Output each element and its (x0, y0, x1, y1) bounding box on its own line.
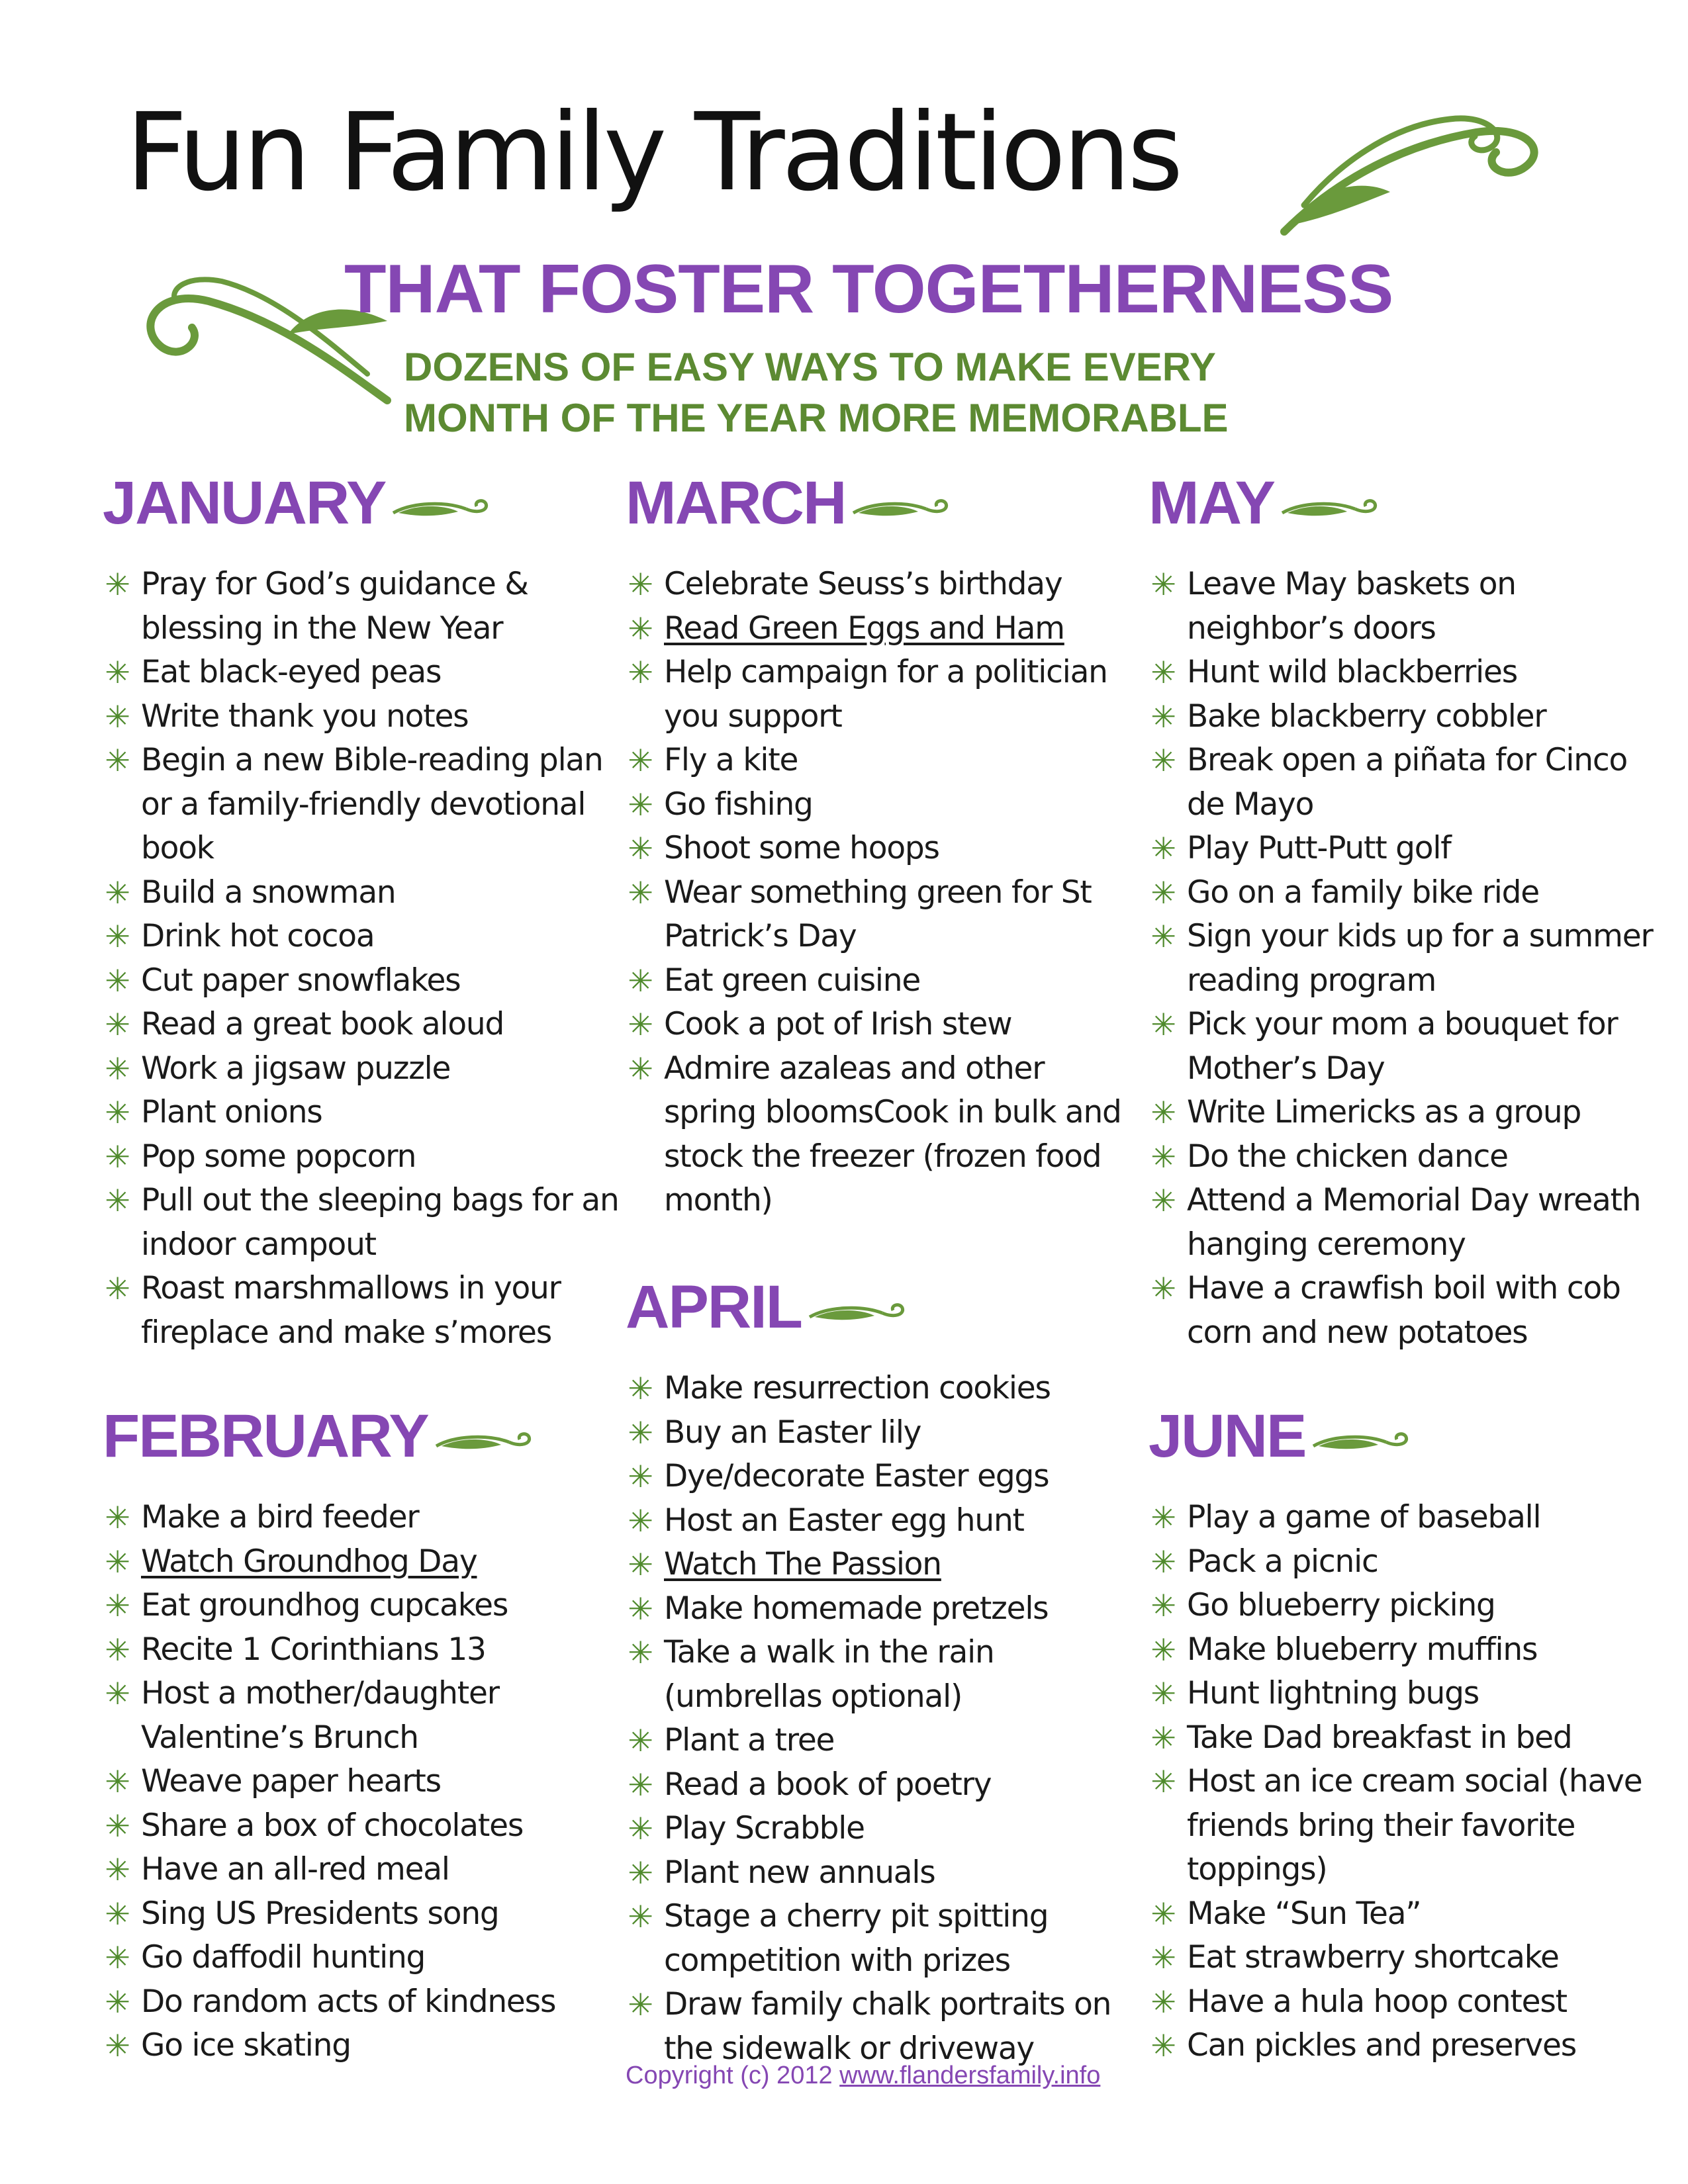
asterisk-bullet-icon: ✳ (628, 786, 653, 823)
asterisk-bullet-icon: ✳ (105, 698, 130, 735)
list-item: ✳ Celebrate Seuss’s birthday (626, 563, 1142, 607)
list-item: ✳ Plant a tree (626, 1719, 1142, 1763)
asterisk-bullet-icon: ✳ (105, 1138, 130, 1175)
list-item: ✳ Do random acts of kindness (103, 1980, 632, 2025)
list-item: ✳ Fly a kite (626, 739, 1142, 783)
page-title: Fun Family Traditions (126, 91, 1180, 215)
asterisk-bullet-icon: ✳ (1150, 567, 1176, 602)
asterisk-bullet-icon: ✳ (105, 567, 130, 602)
asterisk-bullet-icon: ✳ (628, 1502, 653, 1539)
section-june (1149, 1403, 1671, 2068)
list-item: ✳ Go fishing (626, 783, 1142, 827)
asterisk-bullet-icon: ✳ (628, 1590, 653, 1627)
month-heading-january: JANUARY (103, 469, 386, 537)
asterisk-bullet-icon: ✳ (628, 1635, 653, 1670)
asterisk-bullet-icon: ✳ (628, 655, 653, 690)
asterisk-bullet-icon: ✳ (105, 1095, 130, 1130)
list-item: ✳ Make blueberry muffins (1149, 1628, 1671, 1672)
list-item: ✳ Admire azaleas and other spring bloomsCook in bulk and stock the freezer (frozen food month) (626, 1047, 1142, 1223)
asterisk-bullet-icon: ✳ (1150, 1138, 1176, 1175)
asterisk-bullet-icon: ✳ (628, 1899, 653, 1934)
list-item: ✳ Buy an Easter lily (626, 1411, 1142, 1455)
list-item: ✳ Pray for God’s guidance & blessing in the New Year (103, 563, 632, 651)
list-item: ✳ Go ice skating (103, 2024, 632, 2068)
month-heading-march: MARCH (626, 469, 846, 537)
list-item: ✳ Sign your kids up for a summer reading program (1149, 915, 1671, 1003)
list-item: ✳ Sing US Presidents song (103, 1892, 632, 1936)
asterisk-bullet-icon: ✳ (1150, 1719, 1176, 1756)
copyright-notice (626, 2062, 1100, 2090)
list-item: ✳ Break open a piñata for Cinco de Mayo (1149, 739, 1671, 827)
list-item: ✳ Read a book of poetry (626, 1763, 1142, 1807)
asterisk-bullet-icon: ✳ (105, 1543, 130, 1580)
asterisk-bullet-icon: ✳ (105, 1631, 130, 1668)
list-item: ✳ Eat strawberry shortcake (1149, 1936, 1671, 1980)
list-item: ✳ Bake blackberry cobbler (1149, 695, 1671, 739)
list-item: ✳ Host a mother/daughter Valentine’s Brunch (103, 1672, 632, 1760)
list-item: ✳ Read Green Eggs and Ham (626, 607, 1142, 651)
list-item: ✳ Plant new annuals (626, 1851, 1142, 1895)
asterisk-bullet-icon: ✳ (105, 919, 130, 954)
list-item: ✳ Shoot some hoops (626, 827, 1142, 871)
leaf-swirl-icon (392, 493, 491, 526)
asterisk-bullet-icon: ✳ (1150, 919, 1176, 954)
list-item: ✳ Cut paper snowflakes (103, 959, 632, 1003)
list-item: ✳ Can pickles and preserves (1149, 2024, 1671, 2068)
asterisk-bullet-icon: ✳ (628, 1854, 653, 1891)
list-item: ✳ Cook a pot of Irish stew (626, 1003, 1142, 1047)
asterisk-bullet-icon: ✳ (105, 1271, 130, 1306)
list-march (626, 563, 1142, 1223)
asterisk-bullet-icon: ✳ (628, 1050, 653, 1087)
list-item: ✳ Pull out the sleeping bags for an indoor campout (103, 1179, 632, 1267)
asterisk-bullet-icon: ✳ (628, 1414, 653, 1451)
asterisk-bullet-icon: ✳ (105, 1983, 130, 2020)
copyright-text: Copyright (c) 2012 (626, 2062, 833, 2089)
list-item: ✳ Take a walk in the rain (umbrellas optional) (626, 1631, 1142, 1719)
top-right-swirl-icon (1278, 106, 1556, 238)
list-item: ✳ Go on a family bike ride (1149, 871, 1671, 915)
list-item: ✳ Plant onions (103, 1091, 632, 1135)
asterisk-bullet-icon: ✳ (105, 874, 130, 911)
asterisk-bullet-icon: ✳ (105, 1007, 130, 1042)
list-item: ✳ Make homemade pretzels (626, 1587, 1142, 1631)
asterisk-bullet-icon: ✳ (105, 962, 130, 999)
list-item: ✳ Attend a Memorial Day wreath hanging ceremony (1149, 1179, 1671, 1267)
asterisk-bullet-icon: ✳ (105, 1588, 130, 1623)
asterisk-bullet-icon: ✳ (628, 1547, 653, 1582)
asterisk-bullet-icon: ✳ (1150, 1895, 1176, 1932)
asterisk-bullet-icon: ✳ (1150, 1095, 1176, 1130)
subtitle: THAT FOSTER TOGETHERNESS (344, 251, 1393, 328)
asterisk-bullet-icon: ✳ (105, 2028, 130, 2064)
asterisk-bullet-icon: ✳ (1150, 1631, 1176, 1668)
asterisk-bullet-icon: ✳ (628, 1459, 653, 1494)
asterisk-bullet-icon: ✳ (1150, 1588, 1176, 1623)
list-item: ✳ Go blueberry picking (1149, 1584, 1671, 1628)
tagline-line-2: MONTH OF THE YEAR MORE MEMORABLE (404, 396, 1229, 440)
asterisk-bullet-icon: ✳ (1150, 874, 1176, 911)
asterisk-bullet-icon: ✳ (628, 567, 653, 602)
list-item: ✳ Dye/decorate Easter eggs (626, 1455, 1142, 1499)
asterisk-bullet-icon: ✳ (628, 1987, 653, 2023)
asterisk-bullet-icon: ✳ (628, 743, 653, 778)
asterisk-bullet-icon: ✳ (105, 1500, 130, 1535)
leaf-swirl-icon (435, 1426, 534, 1459)
asterisk-bullet-icon: ✳ (1150, 2028, 1176, 2064)
list-item: ✳ Pick your mom a bouquet for Mother’s Day (1149, 1003, 1671, 1091)
asterisk-bullet-icon: ✳ (105, 1807, 130, 1844)
list-item: ✳ Eat groundhog cupcakes (103, 1584, 632, 1628)
list-item: ✳ Eat black-eyed peas (103, 651, 632, 695)
list-february (103, 1496, 632, 2068)
list-item: ✳ Share a box of chocolates (103, 1804, 632, 1848)
asterisk-bullet-icon: ✳ (628, 1766, 653, 1803)
list-item: ✳ Roast marshmallows in your fireplace and make s’mores (103, 1267, 632, 1355)
asterisk-bullet-icon: ✳ (105, 743, 130, 778)
list-item: ✳ Pack a picnic (1149, 1540, 1671, 1584)
list-item: ✳ Hunt wild blackberries (1149, 651, 1671, 695)
asterisk-bullet-icon: ✳ (628, 1371, 653, 1406)
list-item: ✳ Watch Groundhog Day (103, 1540, 632, 1584)
leaf-swirl-icon (808, 1297, 908, 1330)
list-item: ✳ Draw family chalk portraits on the sidewalk or driveway (626, 1983, 1142, 2071)
list-item: ✳ Recite 1 Corinthians 13 (103, 1628, 632, 1672)
asterisk-bullet-icon: ✳ (628, 831, 653, 866)
asterisk-bullet-icon: ✳ (1150, 1271, 1176, 1306)
list-item: ✳ Stage a cherry pit spitting competition with prizes (626, 1895, 1142, 1983)
asterisk-bullet-icon: ✳ (105, 1895, 130, 1932)
list-may (1149, 563, 1671, 1355)
asterisk-bullet-icon: ✳ (1150, 1007, 1176, 1042)
asterisk-bullet-icon: ✳ (628, 874, 653, 911)
leaf-swirl-icon (1281, 493, 1380, 526)
list-item: ✳ Host an ice cream social (have friends bring their favorite toppings) (1149, 1760, 1671, 1892)
list-item: ✳ Play Scrabble (626, 1807, 1142, 1851)
list-item: ✳ Build a snowman (103, 871, 632, 915)
asterisk-bullet-icon: ✳ (628, 1723, 653, 1758)
asterisk-bullet-icon: ✳ (1150, 1676, 1176, 1711)
month-heading-february: FEBRUARY (103, 1402, 428, 1470)
list-item: ✳ Do the chicken dance (1149, 1135, 1671, 1179)
list-item: ✳ Weave paper hearts (103, 1760, 632, 1804)
list-item: ✳ Go daffodil hunting (103, 1936, 632, 1980)
asterisk-bullet-icon: ✳ (105, 1050, 130, 1087)
asterisk-bullet-icon: ✳ (1150, 1764, 1176, 1799)
list-item: ✳ Work a jigsaw puzzle (103, 1047, 632, 1091)
asterisk-bullet-icon: ✳ (628, 1811, 653, 1846)
asterisk-bullet-icon: ✳ (1150, 743, 1176, 778)
list-item: ✳ Begin a new Bible-reading plan or a family-friendly devotional book (103, 739, 632, 871)
asterisk-bullet-icon: ✳ (1150, 655, 1176, 690)
list-item: ✳ Write Limericks as a group (1149, 1091, 1671, 1135)
asterisk-bullet-icon: ✳ (1150, 1500, 1176, 1535)
asterisk-bullet-icon: ✳ (105, 1940, 130, 1976)
list-june (1149, 1496, 1671, 2068)
asterisk-bullet-icon: ✳ (105, 1764, 130, 1799)
list-item: ✳ Wear something green for St Patrick’s Day (626, 871, 1142, 959)
month-heading-may: MAY (1149, 469, 1274, 537)
list-item: ✳ Make a bird feeder (103, 1496, 632, 1540)
section-january (103, 470, 632, 1355)
month-heading-april: APRIL (626, 1273, 802, 1341)
section-march (626, 470, 1142, 1223)
list-item: ✳ Read a great book aloud (103, 1003, 632, 1047)
list-item: ✳ Drink hot cocoa (103, 915, 632, 959)
list-item: ✳ Pop some popcorn (103, 1135, 632, 1179)
list-item: ✳ Take Dad breakfast in bed (1149, 1716, 1671, 1760)
list-january (103, 563, 632, 1355)
list-item: ✳ Eat green cuisine (626, 959, 1142, 1003)
list-item: ✳ Watch The Passion (626, 1543, 1142, 1587)
list-item: ✳ Write thank you notes (103, 695, 632, 739)
asterisk-bullet-icon: ✳ (105, 1676, 130, 1711)
asterisk-bullet-icon: ✳ (105, 1852, 130, 1888)
asterisk-bullet-icon: ✳ (628, 610, 653, 647)
list-item: ✳ Have a hula hoop contest (1149, 1980, 1671, 2025)
section-may (1149, 470, 1671, 1355)
website-link[interactable]: www.flandersfamily.info (839, 2062, 1101, 2089)
list-item: ✳ Play a game of baseball (1149, 1496, 1671, 1540)
list-item: ✳ Make resurrection cookies (626, 1367, 1142, 1411)
asterisk-bullet-icon: ✳ (1150, 1183, 1176, 1218)
asterisk-bullet-icon: ✳ (1150, 698, 1176, 735)
asterisk-bullet-icon: ✳ (1150, 1940, 1176, 1976)
list-item: ✳ Hunt lightning bugs (1149, 1672, 1671, 1716)
list-item: ✳ Help campaign for a politician you support (626, 651, 1142, 739)
list-item: ✳ Make “Sun Tea” (1149, 1892, 1671, 1936)
tagline-line-1: DOZENS OF EASY WAYS TO MAKE EVERY (404, 345, 1216, 389)
leaf-swirl-icon (1312, 1426, 1411, 1459)
asterisk-bullet-icon: ✳ (628, 1007, 653, 1042)
asterisk-bullet-icon: ✳ (628, 962, 653, 999)
list-item: ✳ Play Putt-Putt golf (1149, 827, 1671, 871)
list-item: ✳ Have a crawfish boil with cob corn and new potatoes (1149, 1267, 1671, 1355)
asterisk-bullet-icon: ✳ (105, 1183, 130, 1218)
asterisk-bullet-icon: ✳ (105, 655, 130, 690)
list-item: ✳ Have an all-red meal (103, 1848, 632, 1892)
list-item: ✳ Host an Easter egg hunt (626, 1499, 1142, 1543)
list-april (626, 1367, 1142, 2071)
section-april (626, 1274, 1142, 2071)
asterisk-bullet-icon: ✳ (1150, 1983, 1176, 2020)
asterisk-bullet-icon: ✳ (1150, 1543, 1176, 1580)
leaf-swirl-icon (852, 493, 951, 526)
section-february (103, 1403, 632, 2068)
list-item: ✳ Leave May baskets on neighbor’s doors (1149, 563, 1671, 651)
month-heading-june: JUNE (1149, 1402, 1306, 1470)
asterisk-bullet-icon: ✳ (1150, 831, 1176, 866)
